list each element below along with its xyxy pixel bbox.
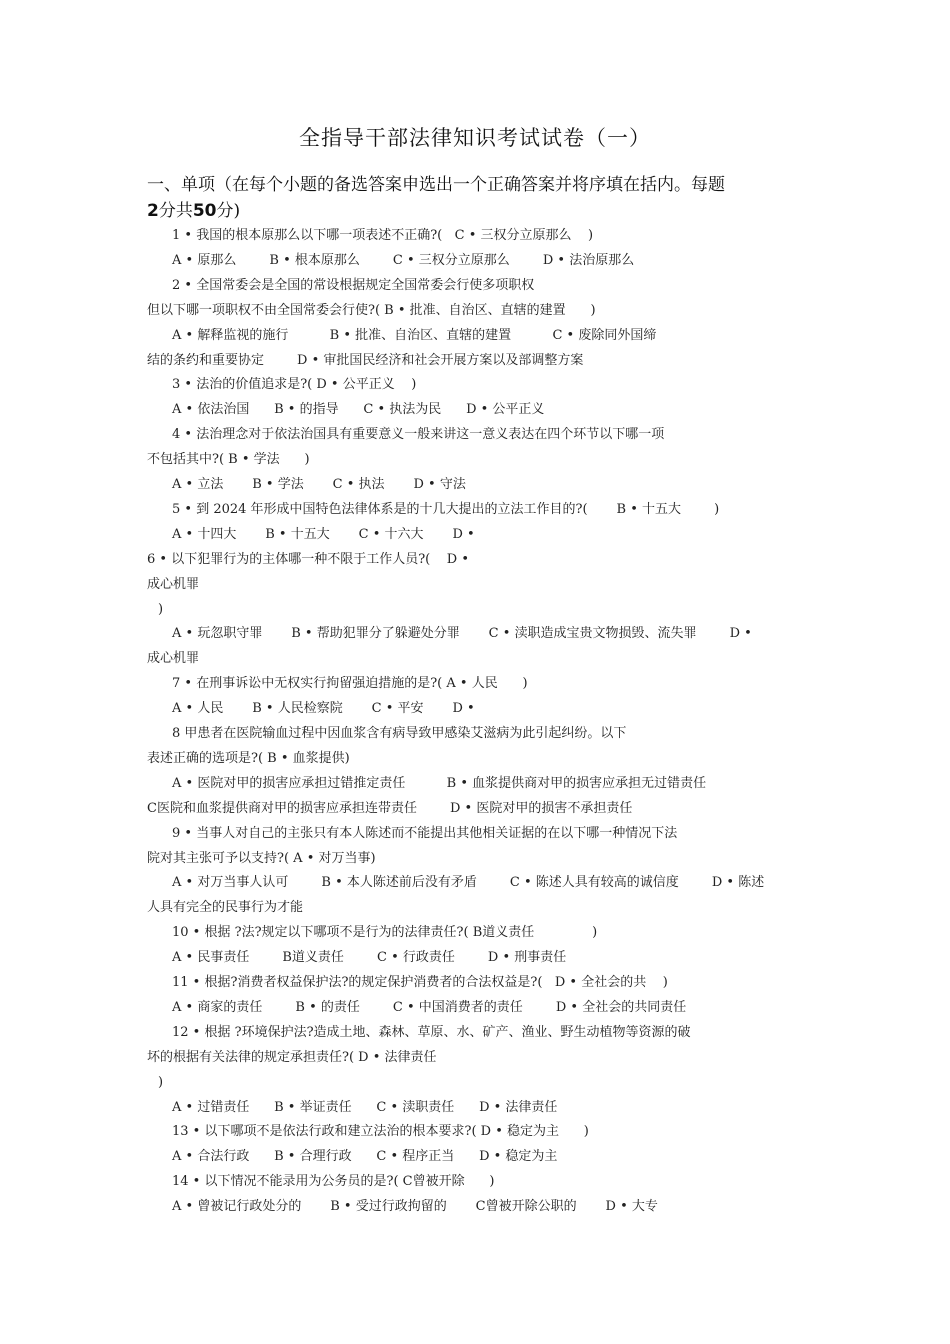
- question-line: A • 医院对甲的损害应承担过错推定责任 B • 血浆提供商对甲的损害应承担无过错责任: [172, 775, 707, 791]
- question-line: A • 玩忽职守罪 B • 帮助犯罪分了躲避处分罪 C • 渎职造成宝贵文物损毁、流失罪 D •: [172, 626, 752, 642]
- score-text-a: 分共: [158, 201, 193, 221]
- document-title: 全指导干部法律知识考试试卷（一）: [299, 126, 651, 150]
- question-line: 但以下哪一项职权不由全国常委会行使?( B • 批准、自治区、直辖的建置 ): [147, 302, 596, 318]
- question-line: A • 民事责任 B道义责任 C • 行政责任 D • 刑事责任: [172, 950, 567, 966]
- question-line: 4 • 法治理念对于依法治国具有重要意义一般来讲这一意义表达在四个环节以下哪一项: [172, 427, 665, 443]
- question-line: 3 • 法治的价值追求是?( D • 公平正义 ): [172, 377, 417, 393]
- question-line: 6 • 以下犯罪行为的主体哪一种不限于工作人员?( D •: [147, 551, 469, 567]
- question-line: A • 商家的责任 B • 的责任 C • 中国消费者的责任 D • 全社会的共同责任: [172, 999, 687, 1015]
- question-line: 成心机罪: [147, 576, 200, 592]
- question-line: 5 • 到 2024 年形成中国特色法律体系是的十几大提出的立法工作目的?( B • 十五大 ): [172, 501, 720, 517]
- question-line: A • 解释监视的施行 B • 批准、自治区、直辖的建置 C • 废除同外国缔: [172, 327, 657, 343]
- question-line: A • 合法行政 B • 合理行政 C • 程序正当 D • 稳定为主: [172, 1149, 558, 1165]
- question-line: A • 依法治国 B • 的指导 C • 执法为民 D • 公平正义: [172, 402, 545, 418]
- question-line: 13 • 以下哪项不是依法行政和建立法治的根本要求?( D • 稳定为主 ): [172, 1124, 589, 1140]
- question-line: 7 • 在刑事诉讼中无权实行拘留强迫措施的是?( A • 人民 ): [172, 676, 528, 692]
- section-heading: [147, 172, 807, 224]
- question-line: 人具有完全的民事行为才能: [147, 900, 304, 916]
- question-line: A • 立法 B • 学法 C • 执法 D • 守法: [172, 477, 466, 492]
- question-line: 院对其主张可予以支持?( A • 对万当事): [147, 850, 376, 866]
- question-line: A • 原那么 B • 根本原那么 C • 三权分立原那么 D • 法治原那么: [172, 252, 635, 268]
- question-line: A • 十四大 B • 十五大 C • 十六大 D •: [172, 526, 475, 542]
- question-line: 14 • 以下情况不能录用为公务员的是?( C曾被开除 ): [172, 1174, 495, 1190]
- question-line: 结的条约和重要协定 D • 审批国民经济和社会开展方案以及部调整方案: [147, 352, 584, 368]
- question-line: 不包括其中?( B • 学法 ): [147, 452, 310, 468]
- question-line: 坏的根据有关法律的规定承担责任?( D • 法律责任: [147, 1049, 437, 1065]
- question-line: 表述正确的选项是?( B • 血浆提供): [147, 750, 350, 766]
- question-line: 10 • 根据 ?法?规定以下哪项不是行为的法律责任?( B道义责任 ): [172, 925, 598, 941]
- question-line: A • 曾被记行政处分的 B • 受过行政拘留的 C曾被开除公职的 D • 大专: [172, 1199, 658, 1215]
- question-line: A • 对万当事人认可 B • 本人陈述前后没有矛盾 C • 陈述人具有较高的诚信度 D • 陈述: [172, 875, 765, 891]
- question-line: 9 • 当事人对自己的主张只有本人陈述而不能提出其他相关证据的在以下哪一种情况下法: [172, 825, 678, 841]
- question-line: 11 • 根据?消费者权益保护法?的规定保护消费者的合法权益是?( D • 全社会的共 ): [172, 975, 668, 990]
- question-line: 2 • 全国常委会是全国的常设根据规定全国常委会行使多项职权: [172, 277, 535, 293]
- question-line: A • 人民 B • 人民检察院 C • 平安 D •: [172, 701, 475, 717]
- question-line: ): [158, 601, 164, 617]
- question-line: 成心机罪: [147, 651, 200, 667]
- question-line: 1 • 我国的根本原那么以下哪一项表述不正确?( C • 三权分立原那么 ): [172, 228, 594, 243]
- question-line: A • 过错责任 B • 举证责任 C • 渎职责任 D • 法律责任: [172, 1099, 558, 1115]
- section-heading-line1: 一、单项（在每个小题的备选答案申选出一个正确答案并将序填在括内。每题: [147, 175, 725, 195]
- score-text-b: 分): [216, 201, 241, 221]
- score-number-2: 2: [147, 201, 159, 221]
- question-line: ): [158, 1074, 164, 1090]
- question-line: 12 • 根据 ?环境保护法?造成土地、森林、草原、水、矿产、渔业、野生动植物等资源的破: [172, 1024, 691, 1040]
- question-line: 8 甲患者在医院输血过程中因血浆含有病导致甲感染艾滋病为此引起纠纷。以下: [172, 726, 627, 741]
- score-number-50: 50: [192, 201, 217, 221]
- question-line: C医院和血浆提供商对甲的损害应承担连带责任 D • 医院对甲的损害不承担责任: [147, 800, 633, 816]
